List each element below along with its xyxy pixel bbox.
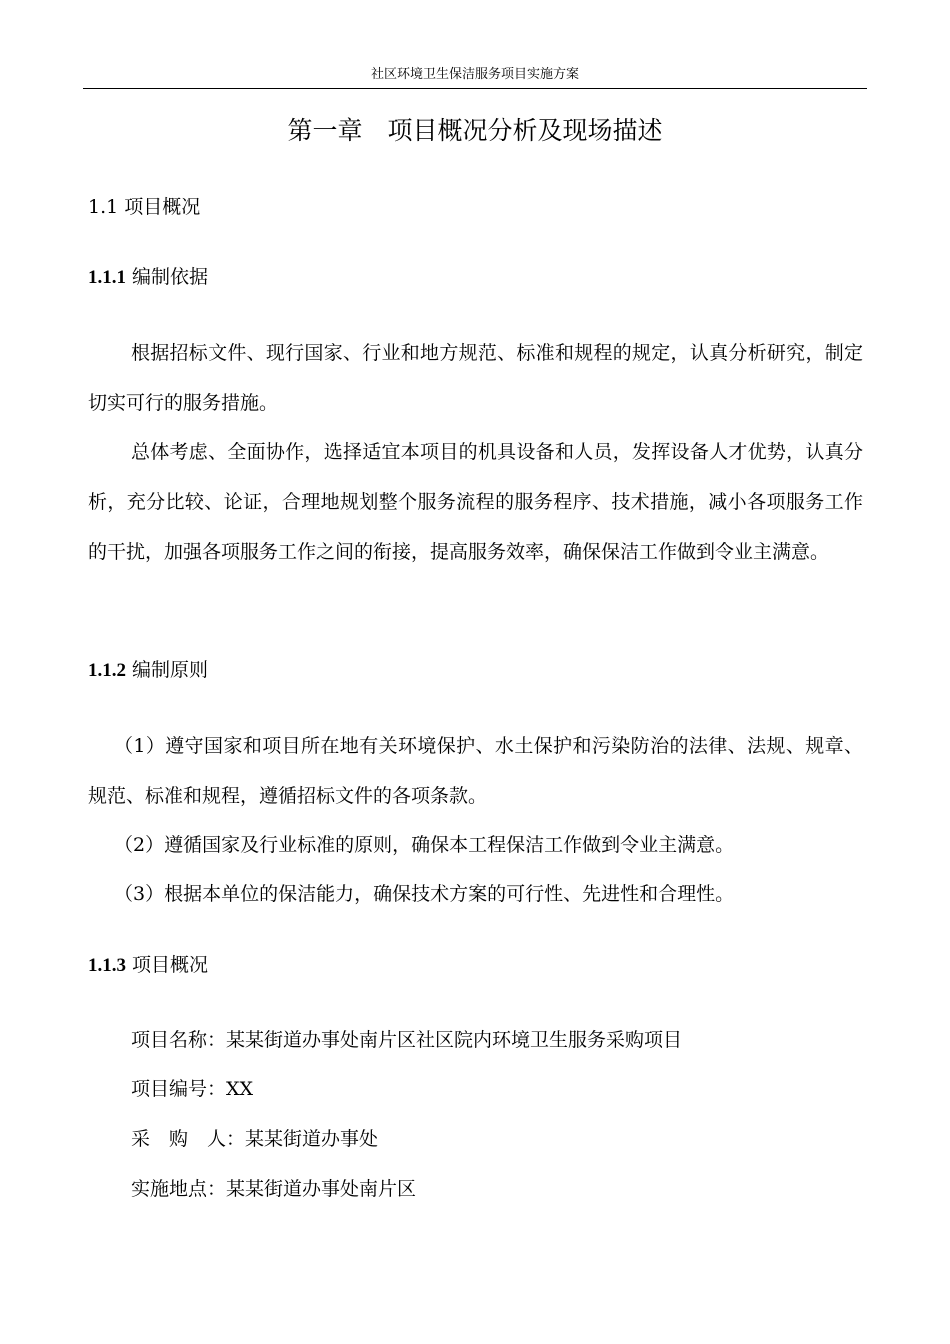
subsection-number: 1.1.1 [88,267,126,288]
subsection-heading-1-1-1 [88,263,208,292]
subsection-title: 项目概况 [126,954,209,976]
section-heading-1-1: 1.1 项目概况 [88,196,201,218]
subsection-number: 1.1.3 [88,955,126,976]
purchaser-line: 采 购 人：某某街道办事处 [131,1128,379,1150]
page-header: 社区环境卫生保洁服务项目实施方案 [370,67,579,82]
principle-item-2: （2）遵循国家及行业标准的原则，确保本工程保洁工作做到令业主满意。 [114,834,735,856]
chapter-title: 第一章 项目概况分析及现场描述 [287,116,663,145]
principle-item-1: （1）遵守国家和项目所在地有关环境保护、水土保护和污染防治的法律、法规、规章、规范、标准和规程，遵循招标文件的各项条款。 [88,735,863,807]
subsection-heading-1-1-3 [88,951,208,980]
subsection-title: 编制依据 [126,266,209,288]
header-rule [83,88,867,89]
subsection-title: 编制原则 [126,659,209,681]
project-number-line: 项目编号：XX [131,1078,254,1100]
basis-paragraph-2: 总体考虑、全面协作，选择适宜本项目的机具设备和人员，发挥设备人才优势，认真分析，充分比较、论证，合理地规划整个服务流程的服务程序、技术措施，减小各项服务工作的干扰，加强各项服务工作之间的衔接，提高服务效率，确保保洁工作做到令业主满意。 [88,441,863,563]
subsection-number: 1.1.2 [88,660,126,681]
basis-paragraph-1: 根据招标文件、现行国家、行业和地方规范、标准和规程的规定，认真分析研究，制定切实可行的服务措施。 [88,342,863,414]
project-name-line: 项目名称：某某街道办事处南片区社区院内环境卫生服务采购项目 [131,1029,683,1051]
location-line: 实施地点：某某街道办事处南片区 [131,1178,417,1200]
principle-item-3: （3）根据本单位的保洁能力，确保技术方案的可行性、先进性和合理性。 [114,883,735,905]
subsection-heading-1-1-2 [88,656,208,685]
